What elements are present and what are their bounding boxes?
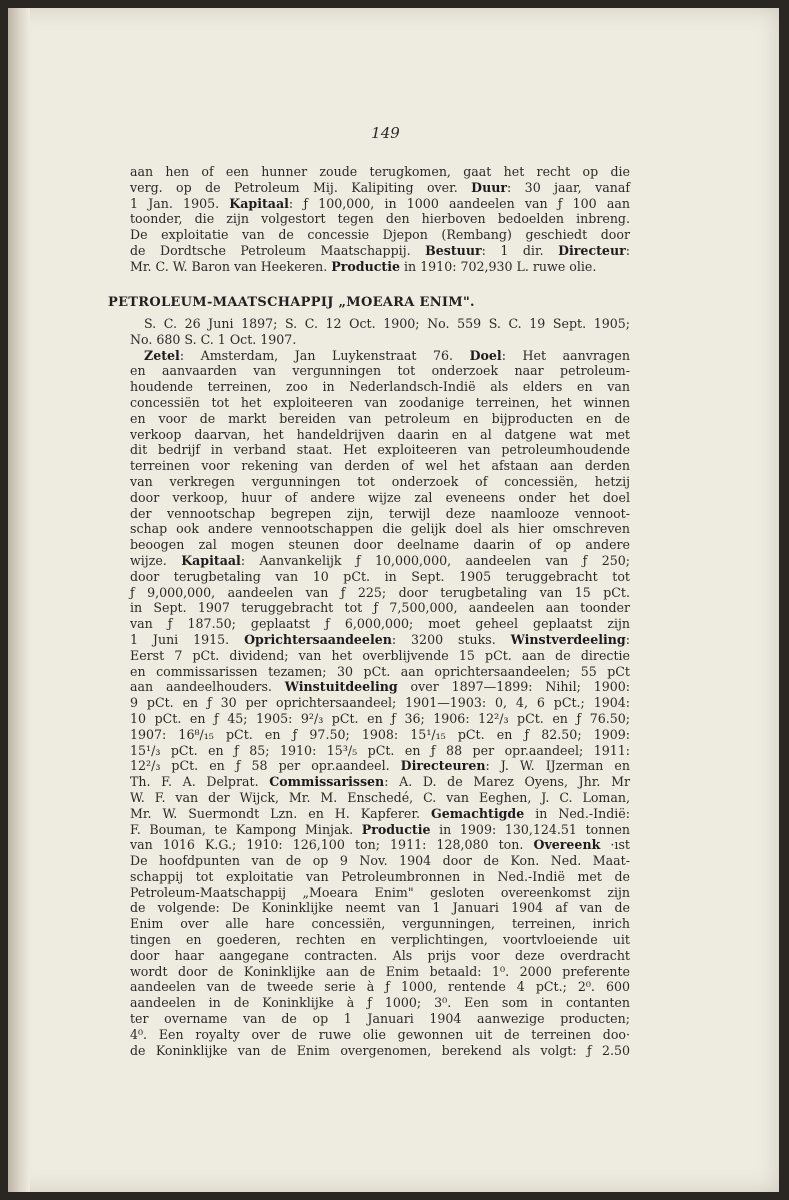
- text-line: en aanvaarden van vergunningen tot onderzoek naar petroleum-: [130, 363, 630, 379]
- text-line: schap ook andere vennootschappen die gelijk doel als hier omschreven: [130, 521, 630, 537]
- text-line: en commissarissen tezamen; 30 pCt. aan oprichtersaandeelen; 55 pCt: [130, 663, 630, 679]
- text-line: der vennootschap begrepen zijn, terwijl deze naamlooze vennoot-: [130, 505, 630, 521]
- text-line: S. C. 26 Juni 1897; S. C. 12 Oct. 1900; No. 559 S. C. 19 Sept. 1905;: [144, 316, 630, 331]
- text-line: de volgende: De Koninklijke neemt van 1 Januari 1904 af van de: [130, 900, 630, 916]
- text-line: toonder, die zijn volgestort tegen den hierboven bedoelden inbreng.: [130, 211, 630, 227]
- text-line: De hoofdpunten van de op 9 Nov. 1904 door de Kon. Ned. Maat-: [130, 853, 630, 869]
- text-line: 1 Juni 1915. Oprichtersaandeelen: 3200 stuks. Winstverdeeling:: [130, 631, 630, 647]
- text-line: ter overname van de op 1 Januari 1904 aanwezige producten;: [130, 1011, 630, 1027]
- paragraph-continuation: [130, 164, 630, 275]
- text-line: van ƒ 187.50; geplaatst ƒ 6,000,000; moet geheel geplaatst zijn: [130, 616, 630, 632]
- section-heading: PETROLEUM-MAATSCHAPPIJ „MOEARA ENIM".: [108, 295, 475, 310]
- text-line: Enim over alle hare concessiën, vergunningen, terreinen, inrich: [130, 916, 630, 932]
- text-line: Zetel: Amsterdam, Jan Luykenstraat 76. Doel: Het aanvragen: [144, 347, 630, 363]
- text-line: door haar aangegane contracten. Als prijs voor deze overdracht: [130, 947, 630, 963]
- text-line: de Koninklijke van de Enim overgenomen, berekend als volgt: ƒ 2.50: [130, 1042, 630, 1058]
- text-line: aandeelen van de tweede serie à ƒ 1000, rentende 4 pCt.; 2⁰. 600: [130, 979, 630, 995]
- text-line: No. 680 S. C. 1 Oct. 1907.: [130, 331, 297, 347]
- text-line: aan aandeelhouders. Winstuitdeeling over 1897—1899: Nihil; 1900:: [130, 679, 631, 695]
- text-line: verg. op de Petroleum Mij. Kalipiting over. Duur: 30 jaar, vanaf: [130, 179, 630, 195]
- text-line: aandeelen in de Koninklijke à ƒ 1000; 3⁰. Een som in contanten: [130, 995, 630, 1011]
- text-line: en voor de markt bereiden van petroleum en bijproducten en de: [130, 410, 630, 426]
- page-number: 149: [371, 124, 400, 142]
- text-line: concessiën tot het exploiteeren van zoodanige terreinen, het winnen: [130, 394, 630, 410]
- text-line: van verkregen vergunningen tot onderzoek of concessiën, hetzij: [130, 473, 630, 489]
- text-line: tingen en goederen, rechten en verplichtingen, voortvloeiende uit: [130, 932, 630, 948]
- text-line: verkoop daarvan, het handeldrijven daarin en al datgene wat met: [130, 426, 630, 442]
- text-line: 4⁰. Een royalty over de ruwe olie gewonnen uit de terreinen doo·: [130, 1026, 630, 1042]
- text-line: ƒ 9,000,000, aandeelen van ƒ 225; door terugbetaling van 15 pCt.: [130, 584, 630, 600]
- text-line: 10 pCt. en ƒ 45; 1905: 9²/₃ pCt. en ƒ 36; 1906: 12²/₃ pCt. en ƒ 76.50;: [130, 710, 630, 726]
- text-line: Mr. W. Suermondt Lzn. en H. Kapferer. Gemachtigde in Ned.-Indië:: [130, 805, 630, 821]
- text-line: wijze. Kapitaal: Aanvankelijk ƒ 10,000,000, aandeelen van ƒ 250;: [130, 552, 630, 568]
- text-line: van 1016 K.G.; 1910: 126,100 ton; 1911: 128,080 ton. Overeenk ·ıst: [130, 837, 630, 853]
- text-line: dit bedrijf in verband staat. Het exploiteeren van petroleumhoudende: [130, 442, 630, 458]
- page-spine-shadow: [8, 8, 30, 1192]
- text-line: F. Bouman, te Kampong Minjak. Productie in 1909: 130,124.51 tonnen: [130, 821, 631, 837]
- text-line: De exploitatie van de concessie Djepon (Rembang) geschiedt door: [130, 227, 630, 243]
- text-line: 15¹/₃ pCt. en ƒ 85; 1910: 15³/₅ pCt. en ƒ 88 per opr.aandeel; 1911:: [130, 742, 630, 758]
- text-line: 12²/₃ pCt. en ƒ 58 per opr.aandeel. Directeuren: J. W. IJzerman en: [130, 758, 630, 774]
- text-line: houdende terreinen, zoo in Nederlandsch-Indië als elders en van: [130, 379, 630, 395]
- text-line: 1907: 16⁸/₁₅ pCt. en ƒ 97.50; 1908: 15¹/₁₅ pCt. en ƒ 82.50; 1909:: [130, 726, 630, 742]
- text-line: Mr. C. W. Baron van Heekeren. Productie in 1910: 702,930 L. ruwe olie.: [130, 258, 597, 274]
- text-line: W. F. van der Wijck, Mr. M. Enschedé, C. van Eeghen, J. C. Loman,: [130, 789, 630, 805]
- text-line: Th. F. A. Delprat. Commissarissen: A. D. de Marez Oyens, Jhr. Mr: [130, 774, 630, 790]
- text-line: beoogen zal mogen steunen door deelname daarin of op andere: [130, 537, 630, 553]
- text-line: door terugbetaling van 10 pCt. in Sept. 1905 teruggebracht tot: [130, 568, 630, 584]
- text-line: door verkoop, huur of andere wijze zal eveneens onder het doel: [130, 489, 630, 505]
- text-line: 1 Jan. 1905. Kapitaal: ƒ 100,000, in 1000 aandeelen van ƒ 100 aan: [130, 195, 631, 211]
- text-line: 9 pCt. en ƒ 30 per oprichtersaandeel; 1901—1903: 0, 4, 6 pCt.; 1904:: [130, 695, 630, 711]
- text-line: de Dordtsche Petroleum Maatschappij. Bestuur: 1 dir. Directeur:: [130, 242, 630, 258]
- text-line: wordt door de Koninklijke aan de Enim betaald: 1⁰. 2000 preferente: [130, 963, 630, 979]
- text-line: Petroleum-Maatschappij „Moeara Enim" gesloten overeenkomst zijn: [130, 884, 630, 900]
- text-line: in Sept. 1907 teruggebracht tot ƒ 7,500,000, aandeelen aan toonder: [130, 600, 630, 616]
- section-body: [130, 316, 630, 1058]
- text-line: aan hen of een hunner zoude terugkomen, gaat het recht op die: [130, 164, 630, 179]
- text-line: terreinen voor rekening van derden of wel het afstaan aan derden: [130, 458, 630, 474]
- text-line: Eerst 7 pCt. dividend; van het overblijvende 15 pCt. aan de directie: [130, 647, 630, 663]
- text-line: schappij tot exploitatie van Petroleumbronnen in Ned.-Indië met de: [130, 868, 630, 884]
